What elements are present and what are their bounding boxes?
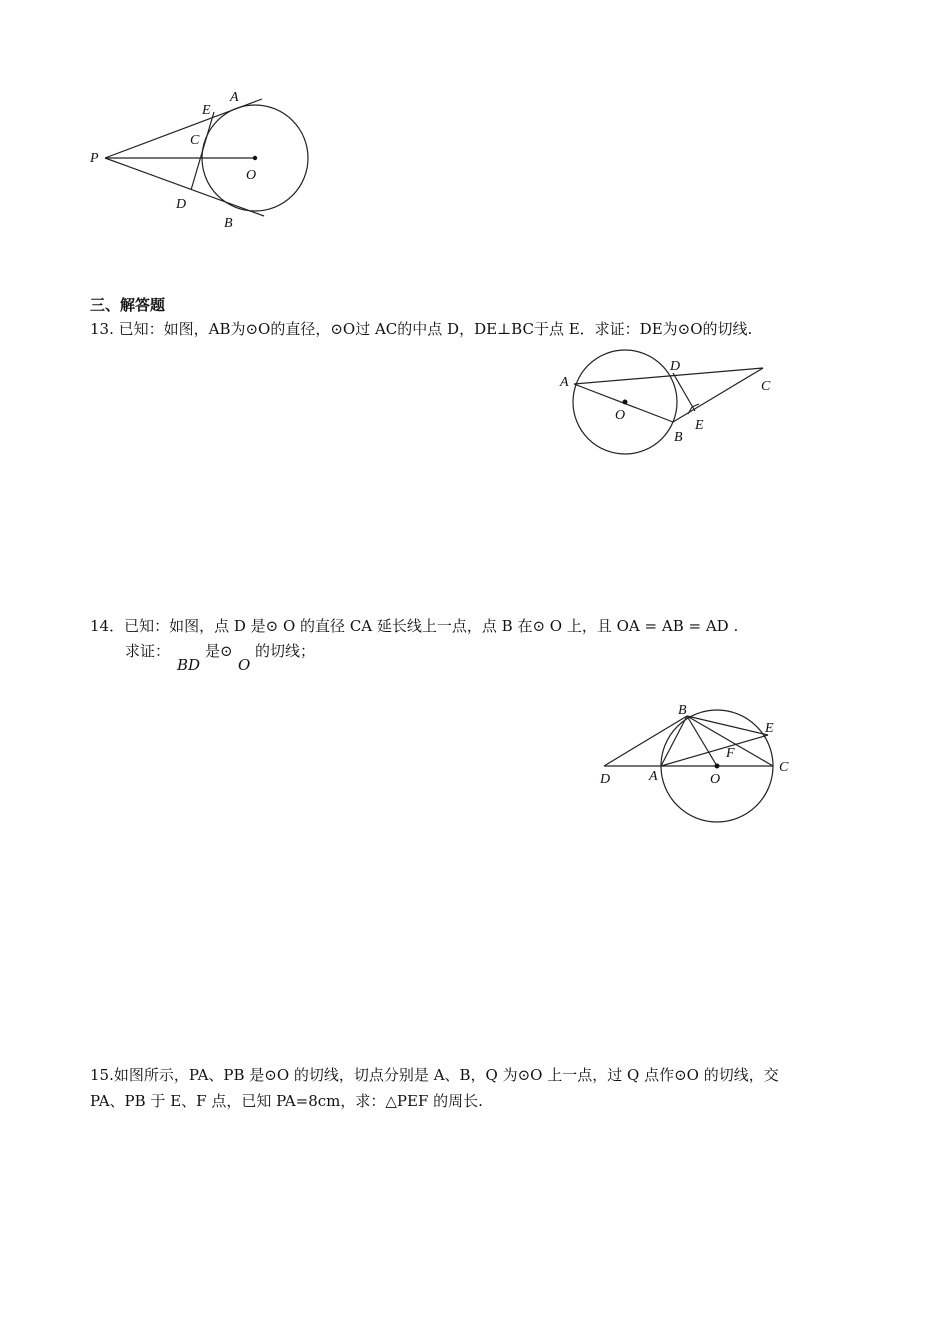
label-o: O bbox=[710, 772, 721, 787]
line-bc bbox=[673, 368, 763, 422]
label-d: D bbox=[670, 359, 681, 374]
q14-line1: 14．已知：如图，点 D 是⊙ O 的直径 CA 延长线上一点，点 B 在⊙ O 上，且 OA = AB = AD . bbox=[90, 617, 739, 635]
label-d: D bbox=[600, 772, 611, 787]
line-bf bbox=[687, 716, 717, 766]
q14-line2-mid: 是⊙ bbox=[205, 642, 233, 660]
q13-text: 13. 已知：如图，AB为⊙O的直径，⊙O过 AC的中点 D，DE⊥BC于点 E．求证：DE为⊙O的切线. bbox=[90, 320, 753, 338]
q14-line2-suffix: 的切线； bbox=[255, 642, 316, 660]
line-ed bbox=[191, 112, 214, 190]
point-o bbox=[623, 400, 628, 405]
figure-q13 bbox=[555, 345, 785, 460]
figure-tangent-lines bbox=[80, 80, 330, 240]
line-ac bbox=[574, 368, 763, 384]
label-c: C bbox=[190, 133, 200, 148]
label-e: E bbox=[765, 721, 774, 736]
q15-line1: 15.如图所示，PA、PB 是⊙O 的切线，切点分别是 A、B，Q 为⊙O 上一点，过 Q 点作⊙O 的切线，交 bbox=[90, 1066, 779, 1084]
line-pa bbox=[105, 99, 262, 158]
label-e: E bbox=[695, 418, 704, 433]
q14-line2-o: O bbox=[238, 656, 251, 674]
label-b: B bbox=[224, 216, 233, 231]
label-p: P bbox=[90, 151, 99, 166]
label-a: A bbox=[649, 769, 658, 784]
label-b: B bbox=[674, 430, 683, 445]
q15-line2: PA、PB 于 E、F 点，已知 PA=8cm，求：△PEF 的周长. bbox=[90, 1092, 483, 1110]
figure-q14 bbox=[590, 695, 800, 830]
label-f: F bbox=[726, 746, 735, 761]
point-o bbox=[715, 764, 720, 769]
q14-line2-prefix: 求证： bbox=[125, 642, 171, 660]
label-e: E bbox=[202, 103, 211, 118]
label-a: A bbox=[230, 90, 239, 105]
label-a: A bbox=[560, 375, 569, 390]
label-c: C bbox=[779, 760, 789, 775]
label-o: O bbox=[615, 408, 626, 423]
section-title: 三、解答题 bbox=[90, 296, 166, 314]
label-c: C bbox=[761, 379, 771, 394]
label-b: B bbox=[678, 703, 687, 718]
point-o bbox=[253, 156, 257, 160]
label-o: O bbox=[246, 168, 257, 183]
q14-line2-bd: BD bbox=[177, 656, 201, 674]
label-d: D bbox=[176, 197, 187, 212]
